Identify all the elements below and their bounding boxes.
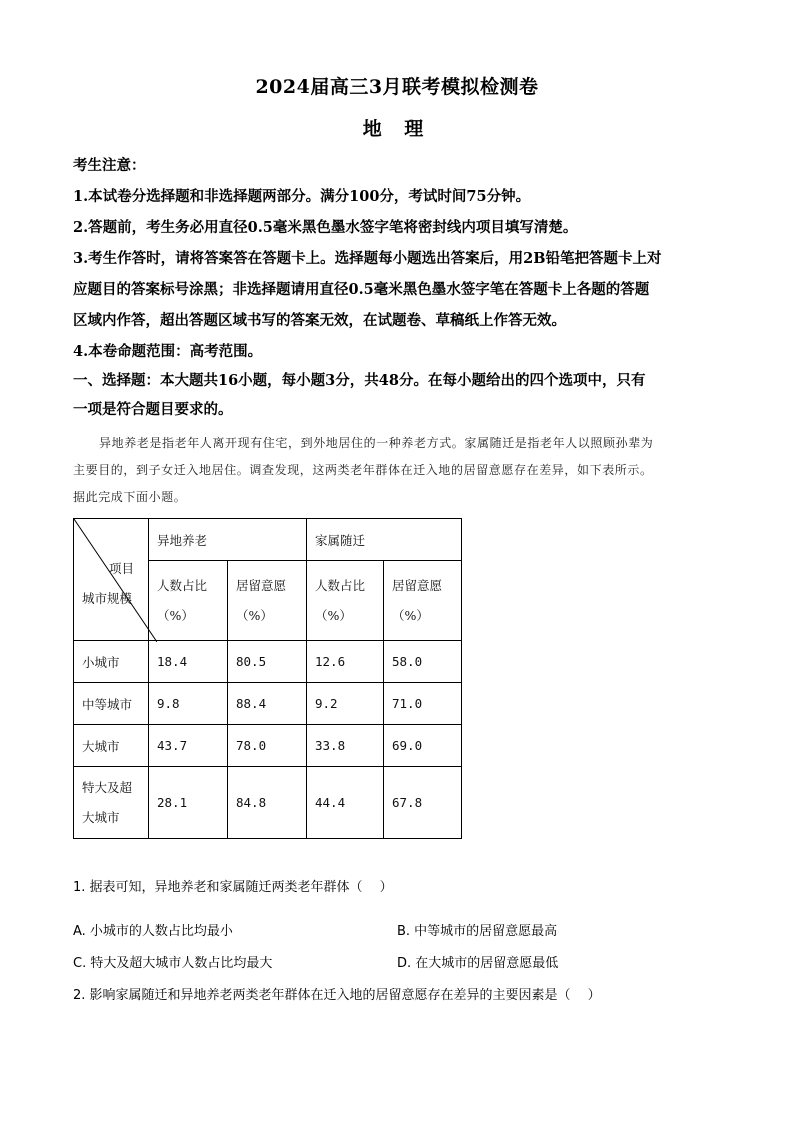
table-cell: 33.8 [307, 725, 384, 767]
column-header: 人数占比 （%） [307, 561, 384, 641]
corner-label-city: 城市规模 [82, 591, 133, 606]
table-cell: 58.0 [384, 641, 462, 683]
corner-label-item: 项目 [108, 561, 134, 576]
table-cell: 69.0 [384, 725, 462, 767]
group-header: 异地养老 [149, 519, 307, 561]
table-cell: 44.4 [307, 767, 384, 839]
option-c[interactable]: C. 特大及超大城市人数占比均最大 [73, 956, 273, 971]
table-cell: 67.8 [384, 767, 462, 839]
exam-notice [73, 150, 728, 367]
passage-line: 主要目的，到子女迁入地居住。调查发现，这两类老年群体在迁入地的居留意愿存在差异，如下表所示。 [73, 463, 653, 477]
table-row [74, 683, 462, 725]
passage-line: 据此完成下面小题。 [73, 490, 187, 504]
section-heading-line: 一项是符合题目要求的。 [73, 401, 233, 418]
row-label: 大城市 [74, 725, 149, 767]
data-table [73, 518, 462, 839]
table-cell: 43.7 [149, 725, 228, 767]
table-cell: 80.5 [228, 641, 307, 683]
table-corner-cell [74, 519, 149, 641]
subject-title: 地 理 [362, 118, 432, 140]
notice-item: 2.答题前，考生务必用直径0.5毫米黑色墨水签字笔将密封线内项目填写清楚。 [73, 219, 578, 236]
table-cell: 18.4 [149, 641, 228, 683]
notice-item: 区域内作答，超出答题区域书写的答案无效，在试题卷、草稿纸上作答无效。 [73, 312, 566, 329]
notice-heading: 考生注意： [73, 157, 146, 174]
table-cell: 88.4 [228, 683, 307, 725]
question-stem: 1. 据表可知，异地养老和家属随迁两类老年群体（ ） [73, 880, 393, 895]
passage-line: 异地养老是指老年人离开现有住宅，到外地居住的一种养老方式。家属随迁是指老年人以照顾孙辈为 [99, 436, 654, 450]
row-label: 中等城市 [74, 683, 149, 725]
table-cell: 9.2 [307, 683, 384, 725]
exam-title: 2024届高三3月联考模拟检测卷 [255, 76, 539, 98]
section-heading-line: 一、选择题：本大题共16小题，每小题3分，共48分。在每小题给出的四个选项中，只有 [73, 372, 646, 389]
table-row [74, 725, 462, 767]
table-cell: 84.8 [228, 767, 307, 839]
reading-passage [73, 430, 728, 511]
notice-item: 1.本试卷分选择题和非选择题两部分。满分100分，考试时间75分钟。 [73, 188, 531, 205]
table-cell: 78.0 [228, 725, 307, 767]
column-header: 居留意愿 （%） [384, 561, 462, 641]
option-a[interactable]: A. 小城市的人数占比均最小 [73, 924, 233, 939]
option-b[interactable]: B. 中等城市的居留意愿最高 [397, 924, 558, 939]
table-cell: 71.0 [384, 683, 462, 725]
notice-item: 应题目的答案标号涂黑；非选择题请用直径0.5毫米黑色墨水签字笔在答题卡上各题的答题 [73, 281, 650, 298]
column-header: 人数占比 （%） [149, 561, 228, 641]
option-d[interactable]: D. 在大城市的居留意愿最低 [397, 956, 559, 971]
table-row [74, 641, 462, 683]
table-cell: 9.8 [149, 683, 228, 725]
row-label: 特大及超 大城市 [74, 767, 149, 839]
group-header: 家属随迁 [307, 519, 462, 561]
table-cell: 28.1 [149, 767, 228, 839]
table-row [74, 767, 462, 839]
diagonal-line [74, 519, 157, 642]
column-header: 居留意愿 （%） [228, 561, 307, 641]
question-stem: 2. 影响家属随迁和异地养老两类老年群体在迁入地的居留意愿存在差异的主要因素是（ ） [73, 988, 601, 1003]
notice-item: 4.本卷命题范围：高考范围。 [73, 343, 263, 360]
table-cell: 12.6 [307, 641, 384, 683]
row-label: 小城市 [74, 641, 149, 683]
notice-item: 3.考生作答时，请将答案答在答题卡上。选择题每小题选出答案后，用2B铅笔把答题卡上对 [73, 250, 662, 267]
section-heading [73, 366, 728, 424]
